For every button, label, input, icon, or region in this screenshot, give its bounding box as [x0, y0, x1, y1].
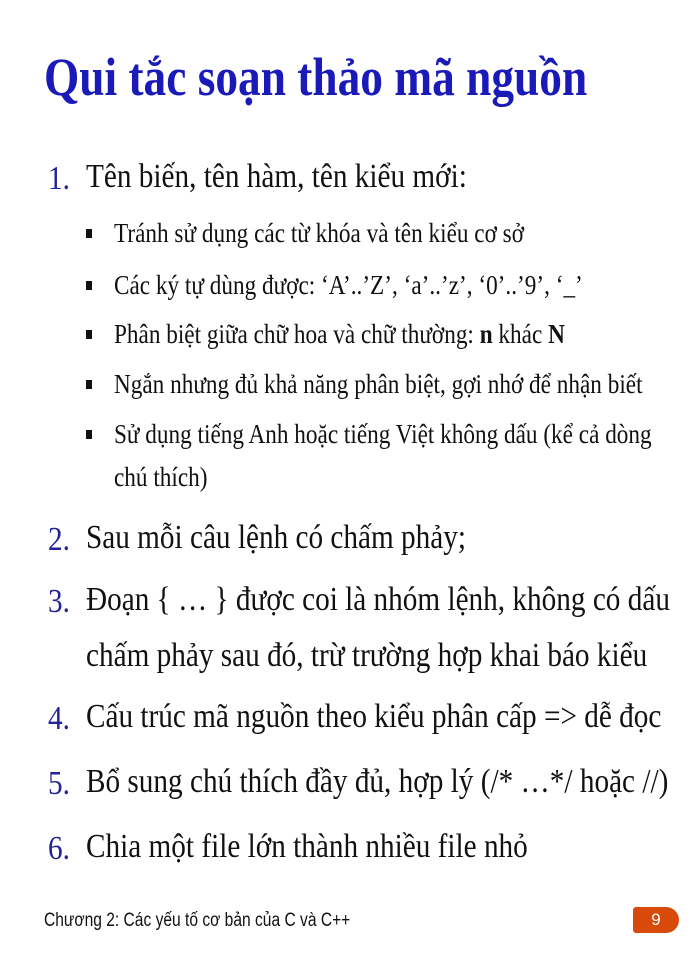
- subitem-3: [114, 315, 565, 353]
- item-number-5: 5.: [48, 765, 70, 802]
- bullet-icon: [86, 229, 92, 238]
- subitem-5-line-1: Sử dụng tiếng Anh hoặc tiếng Việt không dấu (kể cả dòng: [114, 419, 652, 449]
- bullet-icon: [86, 281, 92, 290]
- footer-chapter: Chương 2: Các yếu tố cơ bản của C và C++: [44, 910, 351, 931]
- item-text-1: Tên biến, tên hàm, tên kiểu mới:: [86, 158, 467, 195]
- subitem-1: Tránh sử dụng các từ khóa và tên kiểu cơ sở: [114, 218, 524, 248]
- subitem-3-middle: khác: [492, 319, 549, 349]
- subitem-3-prefix: Phân biệt giữa chữ hoa và chữ thường:: [114, 319, 480, 349]
- bullet-icon: [86, 430, 92, 439]
- item-number-6: 6.: [48, 830, 70, 867]
- item-number-3: 3.: [48, 583, 70, 620]
- subitem-2: Các ký tự dùng được: ‘A’..’Z’, ‘a’..’z’, ‘0’..’9’, ‘_’: [114, 270, 583, 300]
- item-number-1: 1.: [48, 160, 70, 197]
- item-text-3-line-1: Đoạn { … } được coi là nhóm lệnh, không có dấu: [86, 581, 670, 618]
- slide-title: Qui tắc soạn thảo mã nguồn: [44, 47, 588, 107]
- item-number-2: 2.: [48, 521, 70, 558]
- item-number-4: 4.: [48, 700, 70, 737]
- item-text-4: Cấu trúc mã nguồn theo kiểu phân cấp => dễ đọc: [86, 698, 662, 735]
- item-text-6: Chia một file lớn thành nhiều file nhỏ: [86, 828, 528, 865]
- bullet-icon: [86, 330, 92, 339]
- subitem-5-line-2: chú thích): [114, 462, 208, 492]
- bullet-icon: [86, 380, 92, 389]
- item-text-2: Sau mỗi câu lệnh có chấm phảy;: [86, 519, 467, 556]
- page-number-badge: 9: [633, 907, 679, 933]
- subitem-3-bold-n: n: [479, 319, 493, 349]
- subitem-3-bold-N: N: [548, 319, 565, 349]
- item-text-3-line-2: chấm phảy sau đó, trừ trường hợp khai báo kiểu: [86, 637, 648, 674]
- subitem-4: Ngắn nhưng đủ khả năng phân biệt, gợi nhớ để nhận biết: [114, 369, 643, 399]
- item-text-5: Bổ sung chú thích đầy đủ, hợp lý (/* …*/ hoặc //): [86, 763, 669, 800]
